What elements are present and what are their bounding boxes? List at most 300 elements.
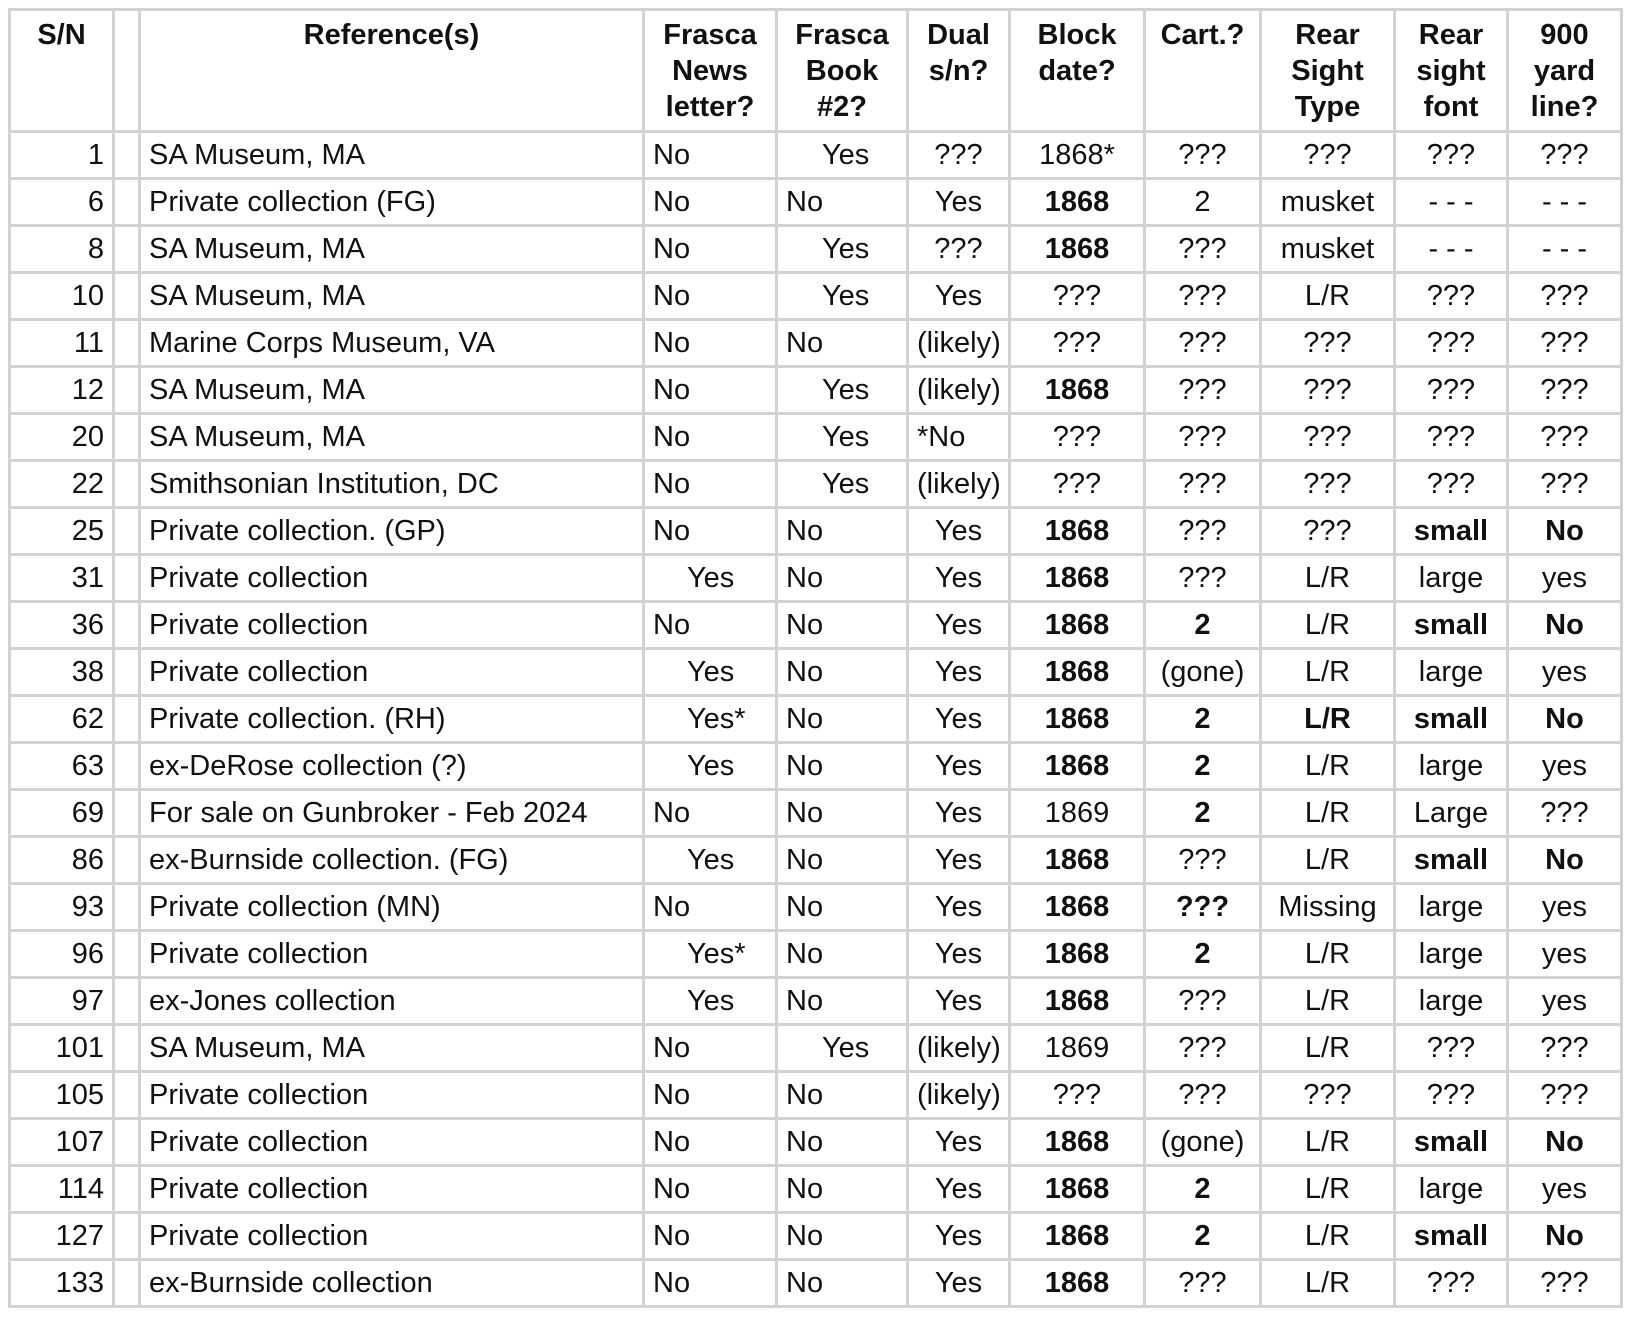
table-row	[10, 508, 1622, 555]
cell-cartouche: 2	[1145, 743, 1261, 790]
cell-frasca-book: No	[777, 978, 908, 1025]
cell-rear-sight-type: L/R	[1261, 1260, 1395, 1307]
cell-frasca-book: Yes	[777, 226, 908, 273]
cell-frasca-newsletter: No	[644, 320, 777, 367]
cell-900-yard-line: ???	[1508, 461, 1622, 508]
cell-rear-sight-font: ???	[1395, 132, 1508, 179]
cell-cartouche: ???	[1145, 414, 1261, 461]
cell-serial-number: 114	[10, 1166, 114, 1213]
cell-frasca-book: No	[777, 602, 908, 649]
cell-rear-sight-type: L/R	[1261, 790, 1395, 837]
cell-reference: Private collection (FG)	[140, 179, 644, 226]
cell-frasca-newsletter: No	[644, 179, 777, 226]
cell-spacer	[114, 1213, 140, 1260]
cell-serial-number: 105	[10, 1072, 114, 1119]
cell-rear-sight-font: small	[1395, 1119, 1508, 1166]
cell-cartouche: 2	[1145, 179, 1261, 226]
cell-dual-sn: Yes	[908, 837, 1010, 884]
cell-900-yard-line: ???	[1508, 132, 1622, 179]
cell-rear-sight-type: L/R	[1261, 978, 1395, 1025]
cell-reference: SA Museum, MA	[140, 414, 644, 461]
cell-cartouche: ???	[1145, 884, 1261, 931]
cell-block-date: 1869	[1010, 790, 1145, 837]
table-row	[10, 1025, 1622, 1072]
cell-dual-sn: Yes	[908, 931, 1010, 978]
cell-rear-sight-font: Large	[1395, 790, 1508, 837]
cell-900-yard-line: No	[1508, 508, 1622, 555]
cell-rear-sight-font: - - -	[1395, 226, 1508, 273]
cell-rear-sight-type: ???	[1261, 461, 1395, 508]
cell-rear-sight-type: L/R	[1261, 1213, 1395, 1260]
cell-serial-number: 86	[10, 837, 114, 884]
cell-900-yard-line: No	[1508, 696, 1622, 743]
cell-block-date: 1868	[1010, 602, 1145, 649]
table-row	[10, 790, 1622, 837]
header-900-yard-line: 900 yard line?	[1508, 10, 1622, 132]
cell-reference: Private collection	[140, 555, 644, 602]
cell-cartouche: ???	[1145, 273, 1261, 320]
cell-serial-number: 25	[10, 508, 114, 555]
header-spacer	[114, 10, 140, 132]
cell-rear-sight-type: L/R	[1261, 649, 1395, 696]
cell-reference: Private collection. (RH)	[140, 696, 644, 743]
cell-rear-sight-type: L/R	[1261, 931, 1395, 978]
cell-frasca-newsletter: Yes	[644, 555, 777, 602]
header-frasca-newsletter: Frasca News letter?	[644, 10, 777, 132]
cell-reference: Private collection	[140, 602, 644, 649]
cell-rear-sight-type: ???	[1261, 1072, 1395, 1119]
cell-reference: Smithsonian Institution, DC	[140, 461, 644, 508]
cell-frasca-book: No	[777, 1119, 908, 1166]
cell-900-yard-line: yes	[1508, 978, 1622, 1025]
cell-spacer	[114, 320, 140, 367]
cell-rear-sight-font: large	[1395, 649, 1508, 696]
cell-900-yard-line: - - -	[1508, 179, 1622, 226]
cell-frasca-book: No	[777, 555, 908, 602]
table-row	[10, 743, 1622, 790]
cell-serial-number: 133	[10, 1260, 114, 1307]
cell-serial-number: 1	[10, 132, 114, 179]
cell-serial-number: 12	[10, 367, 114, 414]
cell-block-date: 1868	[1010, 931, 1145, 978]
cell-frasca-newsletter: No	[644, 1025, 777, 1072]
cell-frasca-book: No	[777, 931, 908, 978]
cell-rear-sight-type: L/R	[1261, 602, 1395, 649]
cell-cartouche: ???	[1145, 1025, 1261, 1072]
cell-cartouche: ???	[1145, 555, 1261, 602]
cell-rear-sight-type: musket	[1261, 179, 1395, 226]
cell-rear-sight-type: ???	[1261, 320, 1395, 367]
cell-spacer	[114, 837, 140, 884]
cell-rear-sight-type: L/R	[1261, 1166, 1395, 1213]
cell-block-date: 1868	[1010, 508, 1145, 555]
cell-spacer	[114, 884, 140, 931]
rifle-serial-table	[8, 8, 1623, 1308]
cell-spacer	[114, 1025, 140, 1072]
cell-cartouche: ???	[1145, 1260, 1261, 1307]
cell-frasca-book: No	[777, 837, 908, 884]
cell-frasca-newsletter: No	[644, 1119, 777, 1166]
cell-frasca-newsletter: No	[644, 367, 777, 414]
table-row	[10, 1119, 1622, 1166]
cell-serial-number: 36	[10, 602, 114, 649]
data-table-container	[8, 8, 1623, 1308]
cell-frasca-newsletter: No	[644, 790, 777, 837]
cell-rear-sight-font: ???	[1395, 320, 1508, 367]
cell-rear-sight-type: L/R	[1261, 555, 1395, 602]
cell-block-date: 1868	[1010, 696, 1145, 743]
cell-dual-sn: Yes	[908, 508, 1010, 555]
cell-block-date: 1868	[1010, 884, 1145, 931]
cell-reference: Private collection	[140, 1072, 644, 1119]
cell-block-date: 1868	[1010, 649, 1145, 696]
cell-spacer	[114, 367, 140, 414]
cell-rear-sight-font: large	[1395, 884, 1508, 931]
cell-cartouche: ???	[1145, 132, 1261, 179]
table-row	[10, 179, 1622, 226]
cell-frasca-book: Yes	[777, 461, 908, 508]
table-row	[10, 273, 1622, 320]
cell-dual-sn: Yes	[908, 978, 1010, 1025]
cell-dual-sn: Yes	[908, 273, 1010, 320]
cell-rear-sight-font: small	[1395, 1213, 1508, 1260]
cell-cartouche: ???	[1145, 978, 1261, 1025]
cell-rear-sight-font: large	[1395, 978, 1508, 1025]
cell-frasca-book: No	[777, 1166, 908, 1213]
table-body	[10, 132, 1622, 1307]
header-rear-sight-font: Rear sight font	[1395, 10, 1508, 132]
cell-serial-number: 93	[10, 884, 114, 931]
cell-frasca-newsletter: No	[644, 1213, 777, 1260]
cell-dual-sn: Yes	[908, 1119, 1010, 1166]
cell-rear-sight-type: ???	[1261, 132, 1395, 179]
cell-frasca-newsletter: Yes	[644, 743, 777, 790]
table-row	[10, 461, 1622, 508]
cell-900-yard-line: No	[1508, 1119, 1622, 1166]
cell-cartouche: 2	[1145, 931, 1261, 978]
cell-rear-sight-type: Missing	[1261, 884, 1395, 931]
cell-rear-sight-type: ???	[1261, 367, 1395, 414]
cell-serial-number: 11	[10, 320, 114, 367]
cell-serial-number: 107	[10, 1119, 114, 1166]
cell-900-yard-line: yes	[1508, 931, 1622, 978]
table-row	[10, 414, 1622, 461]
cell-900-yard-line: No	[1508, 602, 1622, 649]
cell-900-yard-line: yes	[1508, 649, 1622, 696]
cell-dual-sn: *No	[908, 414, 1010, 461]
cell-cartouche: ???	[1145, 1072, 1261, 1119]
cell-block-date: 1868	[1010, 1119, 1145, 1166]
cell-serial-number: 62	[10, 696, 114, 743]
header-frasca-book: Frasca Book #2?	[777, 10, 908, 132]
cell-dual-sn: ???	[908, 226, 1010, 273]
cell-cartouche: ???	[1145, 461, 1261, 508]
cell-cartouche: ???	[1145, 226, 1261, 273]
cell-block-date: 1868	[1010, 978, 1145, 1025]
cell-cartouche: 2	[1145, 790, 1261, 837]
cell-cartouche: (gone)	[1145, 1119, 1261, 1166]
cell-reference: SA Museum, MA	[140, 132, 644, 179]
cell-serial-number: 22	[10, 461, 114, 508]
cell-rear-sight-font: ???	[1395, 1260, 1508, 1307]
cell-rear-sight-font: small	[1395, 602, 1508, 649]
cell-rear-sight-font: ???	[1395, 461, 1508, 508]
cell-cartouche: ???	[1145, 508, 1261, 555]
cell-frasca-book: No	[777, 743, 908, 790]
cell-cartouche: 2	[1145, 1213, 1261, 1260]
cell-cartouche: (gone)	[1145, 649, 1261, 696]
cell-cartouche: ???	[1145, 837, 1261, 884]
cell-frasca-book: No	[777, 790, 908, 837]
cell-serial-number: 8	[10, 226, 114, 273]
cell-rear-sight-type: ???	[1261, 414, 1395, 461]
cell-cartouche: ???	[1145, 367, 1261, 414]
table-row	[10, 132, 1622, 179]
cell-spacer	[114, 696, 140, 743]
cell-frasca-book: No	[777, 1260, 908, 1307]
cell-rear-sight-font: large	[1395, 743, 1508, 790]
cell-900-yard-line: ???	[1508, 273, 1622, 320]
cell-serial-number: 31	[10, 555, 114, 602]
cell-dual-sn: (likely)	[908, 461, 1010, 508]
table-row	[10, 978, 1622, 1025]
cell-dual-sn: (likely)	[908, 1025, 1010, 1072]
cell-serial-number: 127	[10, 1213, 114, 1260]
cell-block-date: ???	[1010, 320, 1145, 367]
cell-rear-sight-font: ???	[1395, 367, 1508, 414]
table-row	[10, 1260, 1622, 1307]
cell-spacer	[114, 602, 140, 649]
cell-900-yard-line: No	[1508, 837, 1622, 884]
cell-reference: SA Museum, MA	[140, 226, 644, 273]
cell-block-date: ???	[1010, 414, 1145, 461]
cell-reference: Private collection	[140, 1166, 644, 1213]
cell-frasca-book: No	[777, 508, 908, 555]
cell-cartouche: ???	[1145, 320, 1261, 367]
cell-frasca-newsletter: No	[644, 1260, 777, 1307]
cell-frasca-newsletter: No	[644, 132, 777, 179]
cell-spacer	[114, 649, 140, 696]
header-row	[10, 10, 1622, 132]
cell-900-yard-line: yes	[1508, 555, 1622, 602]
cell-block-date: ???	[1010, 461, 1145, 508]
cell-rear-sight-type: L/R	[1261, 837, 1395, 884]
header-dual-sn: Dual s/n?	[908, 10, 1010, 132]
cell-serial-number: 10	[10, 273, 114, 320]
cell-rear-sight-type: musket	[1261, 226, 1395, 273]
cell-serial-number: 96	[10, 931, 114, 978]
cell-frasca-newsletter: Yes*	[644, 931, 777, 978]
cell-frasca-newsletter: Yes	[644, 837, 777, 884]
cell-dual-sn: Yes	[908, 696, 1010, 743]
table-row	[10, 367, 1622, 414]
cell-frasca-newsletter: No	[644, 1072, 777, 1119]
cell-reference: Private collection. (GP)	[140, 508, 644, 555]
cell-frasca-book: No	[777, 179, 908, 226]
cell-serial-number: 97	[10, 978, 114, 1025]
cell-rear-sight-font: ???	[1395, 414, 1508, 461]
cell-spacer	[114, 273, 140, 320]
cell-900-yard-line: yes	[1508, 1166, 1622, 1213]
cell-dual-sn: Yes	[908, 179, 1010, 226]
table-row	[10, 555, 1622, 602]
cell-frasca-book: Yes	[777, 414, 908, 461]
cell-serial-number: 63	[10, 743, 114, 790]
cell-frasca-newsletter: No	[644, 508, 777, 555]
cell-900-yard-line: ???	[1508, 320, 1622, 367]
cell-rear-sight-type: L/R	[1261, 696, 1395, 743]
cell-reference: For sale on Gunbroker - Feb 2024	[140, 790, 644, 837]
cell-dual-sn: (likely)	[908, 320, 1010, 367]
cell-reference: Private collection	[140, 1213, 644, 1260]
cell-rear-sight-type: L/R	[1261, 1119, 1395, 1166]
header-block-date: Block date?	[1010, 10, 1145, 132]
cell-rear-sight-type: L/R	[1261, 273, 1395, 320]
cell-frasca-book: No	[777, 1072, 908, 1119]
cell-dual-sn: Yes	[908, 743, 1010, 790]
header-references: Reference(s)	[140, 10, 644, 132]
cell-rear-sight-type: L/R	[1261, 1025, 1395, 1072]
cell-reference: SA Museum, MA	[140, 367, 644, 414]
cell-spacer	[114, 978, 140, 1025]
cell-frasca-newsletter: No	[644, 226, 777, 273]
cell-block-date: ???	[1010, 1072, 1145, 1119]
cell-spacer	[114, 132, 140, 179]
cell-block-date: 1868	[1010, 1213, 1145, 1260]
cell-dual-sn: Yes	[908, 1213, 1010, 1260]
cell-serial-number: 38	[10, 649, 114, 696]
cell-spacer	[114, 1119, 140, 1166]
cell-block-date: 1868	[1010, 743, 1145, 790]
header-rear-sight-type: Rear Sight Type	[1261, 10, 1395, 132]
table-row	[10, 884, 1622, 931]
cell-frasca-book: Yes	[777, 367, 908, 414]
cell-dual-sn: (likely)	[908, 1072, 1010, 1119]
table-row	[10, 1213, 1622, 1260]
cell-frasca-newsletter: Yes	[644, 649, 777, 696]
cell-block-date: 1868	[1010, 555, 1145, 602]
cell-900-yard-line: No	[1508, 1213, 1622, 1260]
cell-frasca-newsletter: Yes	[644, 978, 777, 1025]
cell-reference: ex-DeRose collection (?)	[140, 743, 644, 790]
cell-spacer	[114, 226, 140, 273]
cell-900-yard-line: ???	[1508, 790, 1622, 837]
cell-rear-sight-font: large	[1395, 931, 1508, 978]
cell-cartouche: 2	[1145, 696, 1261, 743]
cell-frasca-book: No	[777, 320, 908, 367]
cell-900-yard-line: ???	[1508, 1260, 1622, 1307]
cell-dual-sn: ???	[908, 132, 1010, 179]
cell-block-date: 1868*	[1010, 132, 1145, 179]
cell-dual-sn: (likely)	[908, 367, 1010, 414]
cell-frasca-book: No	[777, 884, 908, 931]
cell-rear-sight-font: large	[1395, 1166, 1508, 1213]
cell-reference: Private collection	[140, 1119, 644, 1166]
cell-reference: Private collection	[140, 931, 644, 978]
cell-rear-sight-type: L/R	[1261, 743, 1395, 790]
table-row	[10, 931, 1622, 978]
cell-rear-sight-font: large	[1395, 555, 1508, 602]
cell-frasca-newsletter: No	[644, 414, 777, 461]
cell-frasca-newsletter: No	[644, 461, 777, 508]
table-row	[10, 649, 1622, 696]
cell-rear-sight-font: small	[1395, 508, 1508, 555]
cell-900-yard-line: yes	[1508, 884, 1622, 931]
cell-serial-number: 6	[10, 179, 114, 226]
header-serial-number: S/N	[10, 10, 114, 132]
cell-spacer	[114, 414, 140, 461]
cell-spacer	[114, 461, 140, 508]
cell-rear-sight-font: ???	[1395, 1072, 1508, 1119]
table-row	[10, 602, 1622, 649]
cell-block-date: 1868	[1010, 1260, 1145, 1307]
table-row	[10, 1166, 1622, 1213]
table-row	[10, 320, 1622, 367]
cell-reference: ex-Burnside collection. (FG)	[140, 837, 644, 884]
cell-dual-sn: Yes	[908, 1166, 1010, 1213]
cell-reference: SA Museum, MA	[140, 273, 644, 320]
cell-dual-sn: Yes	[908, 649, 1010, 696]
cell-block-date: ???	[1010, 273, 1145, 320]
cell-serial-number: 69	[10, 790, 114, 837]
cell-rear-sight-type: ???	[1261, 508, 1395, 555]
cell-cartouche: 2	[1145, 1166, 1261, 1213]
cell-dual-sn: Yes	[908, 555, 1010, 602]
cell-reference: SA Museum, MA	[140, 1025, 644, 1072]
cell-frasca-newsletter: Yes*	[644, 696, 777, 743]
cell-frasca-book: Yes	[777, 273, 908, 320]
cell-frasca-book: Yes	[777, 1025, 908, 1072]
cell-spacer	[114, 555, 140, 602]
table-row	[10, 226, 1622, 273]
cell-spacer	[114, 931, 140, 978]
cell-spacer	[114, 179, 140, 226]
cell-block-date: 1868	[1010, 179, 1145, 226]
cell-900-yard-line: ???	[1508, 1072, 1622, 1119]
cell-rear-sight-font: ???	[1395, 1025, 1508, 1072]
cell-block-date: 1868	[1010, 367, 1145, 414]
cell-rear-sight-font: ???	[1395, 273, 1508, 320]
cell-block-date: 1868	[1010, 837, 1145, 884]
header-cartouche: Cart.?	[1145, 10, 1261, 132]
cell-frasca-book: No	[777, 1213, 908, 1260]
cell-reference: Marine Corps Museum, VA	[140, 320, 644, 367]
cell-rear-sight-font: - - -	[1395, 179, 1508, 226]
cell-frasca-book: No	[777, 696, 908, 743]
cell-dual-sn: Yes	[908, 884, 1010, 931]
table-row	[10, 696, 1622, 743]
cell-900-yard-line: yes	[1508, 743, 1622, 790]
cell-dual-sn: Yes	[908, 1260, 1010, 1307]
cell-reference: ex-Burnside collection	[140, 1260, 644, 1307]
cell-block-date: 1868	[1010, 226, 1145, 273]
cell-reference: Private collection	[140, 649, 644, 696]
cell-rear-sight-font: small	[1395, 837, 1508, 884]
cell-reference: Private collection (MN)	[140, 884, 644, 931]
cell-frasca-book: No	[777, 649, 908, 696]
cell-dual-sn: Yes	[908, 602, 1010, 649]
cell-frasca-newsletter: No	[644, 884, 777, 931]
cell-spacer	[114, 790, 140, 837]
cell-900-yard-line: ???	[1508, 1025, 1622, 1072]
cell-900-yard-line: - - -	[1508, 226, 1622, 273]
table-row	[10, 837, 1622, 884]
cell-serial-number: 20	[10, 414, 114, 461]
cell-block-date: 1868	[1010, 1166, 1145, 1213]
cell-frasca-newsletter: No	[644, 602, 777, 649]
cell-900-yard-line: ???	[1508, 367, 1622, 414]
cell-spacer	[114, 1166, 140, 1213]
